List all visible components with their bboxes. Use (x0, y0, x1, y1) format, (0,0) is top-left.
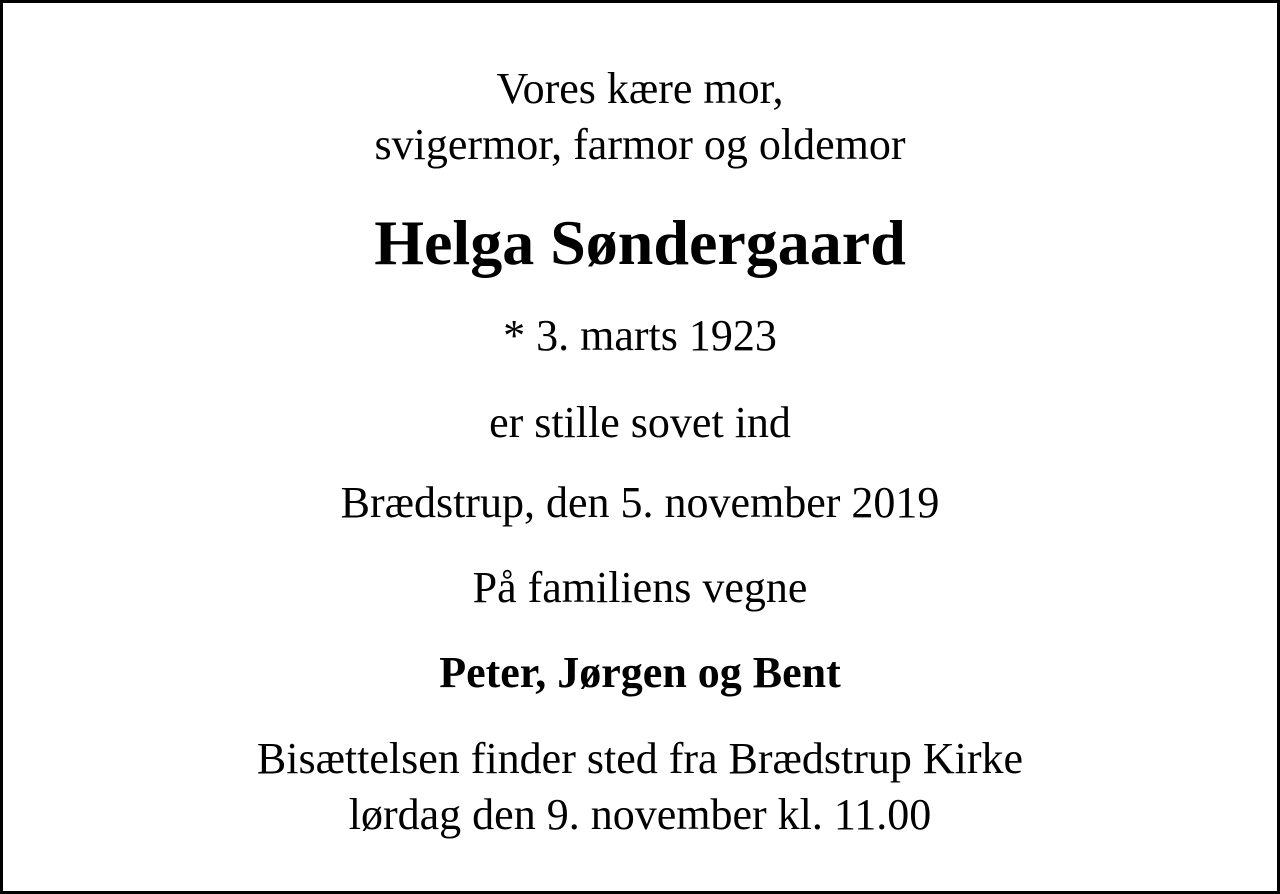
intro-line-2: svigermor, farmor og oldemor (374, 120, 906, 169)
ceremony-line-2: lørdag den 9. november kl. 11.00 (348, 790, 932, 839)
on-behalf-text: På familiens vegne (472, 563, 808, 612)
intro-line-1: Vores kære mor, (496, 64, 784, 113)
deceased-name: Helga Søndergaard (374, 207, 906, 278)
passing-text: er stille sovet ind (489, 398, 791, 447)
intro-text (3, 61, 1277, 173)
ceremony-line-1: Bisættelsen finder sted fra Brædstrup Kirke (256, 734, 1024, 783)
signers: Peter, Jørgen og Bent (439, 648, 841, 697)
place-and-date: Brædstrup, den 5. november 2019 (340, 478, 940, 527)
birth-date: * 3. marts 1923 (503, 311, 777, 360)
ceremony-details (3, 731, 1277, 843)
